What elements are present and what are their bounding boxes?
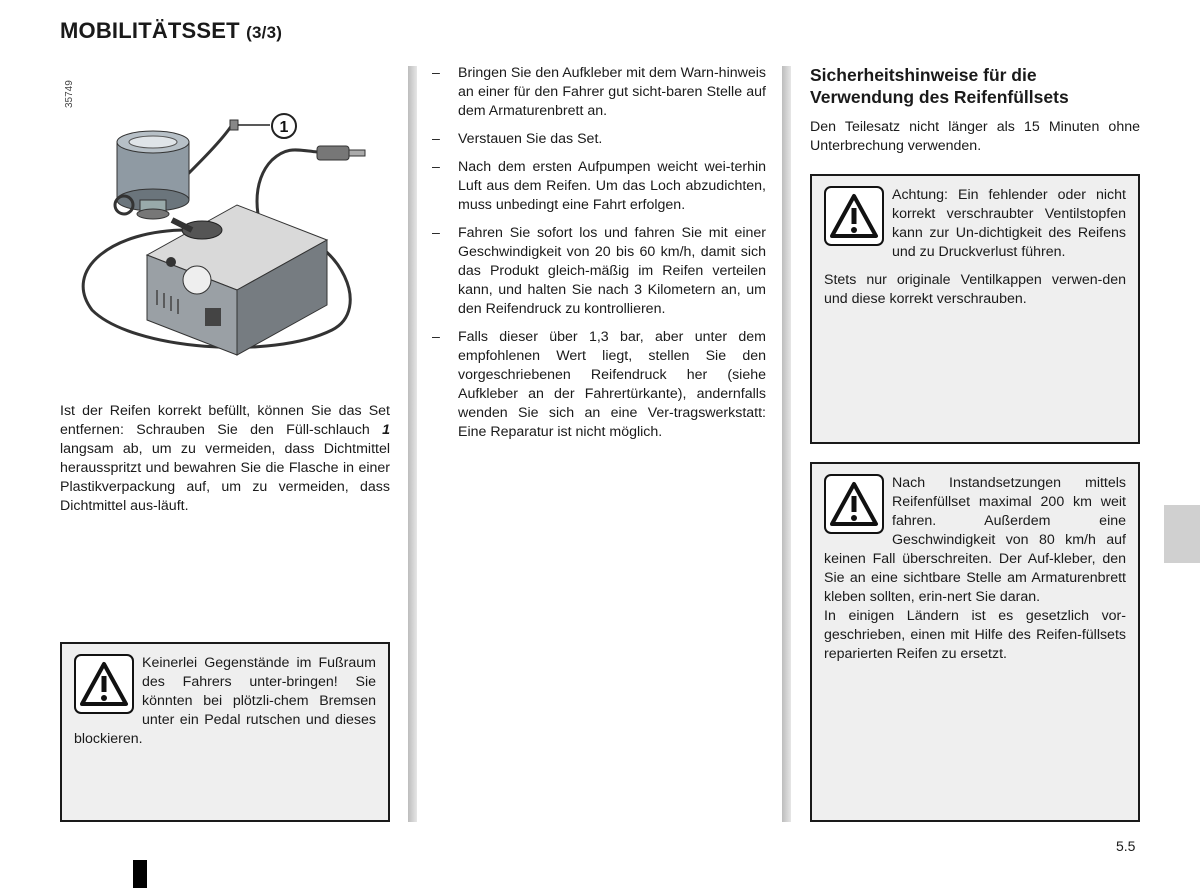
page-number: 5.5: [1116, 838, 1136, 854]
plug-icon: [317, 146, 365, 160]
hose-reference: 1: [382, 422, 390, 438]
list-item: – Verstauen Sie das Set.: [432, 131, 603, 147]
callout-number: 1: [279, 119, 289, 136]
list-item: – Falls dieser über 1,3 bar, aber unter dem empfohlenen Wert liegt, stellen Sie den vorgeschriebenen Reifendruck her (siehe Aufkleber an der Fahrertürkante), andernfalls wenden Sie sich an eine Ver-tragswerkstatt: Eine Reparatur ist nicht möglich.: [432, 329, 766, 440]
column-divider: [408, 66, 417, 822]
usage-limit-text: Den Teilesatz nicht länger als 15 Minuten ohne Unterbrechung verwenden.: [810, 119, 1140, 154]
warning-icon: [74, 654, 134, 714]
list-item: – Fahren Sie sofort los und fahren Sie mit einer Geschwindigkeit von 20 bis 60 km/h, damit sich das Produkt gleich-mäßig im Reifen verteilen kann, und halten Sie nach 3 Kilometern an, um den Reifendruck zu kontrollieren.: [432, 225, 766, 317]
section-heading: Sicherheitshinweise für die Verwendung des Reifenfüllsets: [810, 65, 1069, 107]
title-part: (3/3): [246, 23, 283, 42]
page-title: [60, 18, 282, 44]
valve-warning-box: [810, 174, 1140, 444]
column-divider: [782, 66, 791, 822]
warning-icon: [824, 474, 884, 534]
warning-text: Keinerlei Gegenstände im Fußraum des Fahrers unter-bringen! Sie könnten bei plötzli-chem Bremsen unter ein Pedal rutschen und dieses blockieren.: [74, 655, 376, 747]
warning-text: Achtung: Ein fehlender oder nicht korrekt verschraubter Ventilstopfen kann zur Un-dichtigkeit des Reifens und zu Druckverlust führen.: [892, 187, 1126, 260]
removal-paragraph: Ist der Reifen korrekt befüllt, können Sie das Set entfernen: Schrauben Sie den Füll-schlauch 1 langsam ab, um zu vermeiden, dass Dichtmittel herausspritzt und bewahren Sie die Flasche in einer Plastikverpackung auf, um zu vermeiden, dass Dichtmittel aus-läuft.: [60, 403, 390, 514]
instruction-list: [432, 64, 766, 451]
sealant-bottle-icon: [117, 131, 189, 219]
figure-number: 35749: [64, 80, 75, 108]
warning-text: Stets nur originale Ventilkappen verwen-den und diese korrekt verschrauben.: [824, 272, 1126, 307]
compressor-illustration: [72, 80, 372, 380]
warning-icon: [824, 186, 884, 246]
speed-warning-box: [810, 462, 1140, 822]
page-marker: [133, 860, 147, 888]
warning-text: Nach Instandsetzungen mittels Reifenfüllset maximal 200 km weit fahren. Außerdem eine Geschwindigkeit von 80 km/h auf keinen Fall überschreiten. Der Auf-kleber, den Sie an eine sichtbare Stelle am Armaturenbrett kleben sollten, erin-nert Sie daran.: [824, 475, 1126, 605]
list-item: – Bringen Sie den Aufkleber mit dem Warn-hinweis an einer für den Fahrer gut sicht-baren Stelle auf dem Armaturenbrett an.: [432, 65, 766, 119]
list-item: – Nach dem ersten Aufpumpen weicht wei-terhin Luft aus dem Reifen. Um das Loch abzudichten, muss unbedingt eine Fahrt erfolgen.: [432, 159, 766, 213]
warning-text: In einigen Ländern ist es gesetzlich vor-geschrieben, einen mit Hilfe des Reifen-füllsets reparierten Reifen zu ersetzt.: [824, 608, 1126, 662]
kit-foot-box: [60, 642, 390, 822]
title-main: MOBILITÄTSSET: [60, 18, 240, 43]
callout-marker: [272, 114, 296, 138]
chapter-tab: [1164, 505, 1200, 563]
compressor-icon: [147, 205, 327, 355]
